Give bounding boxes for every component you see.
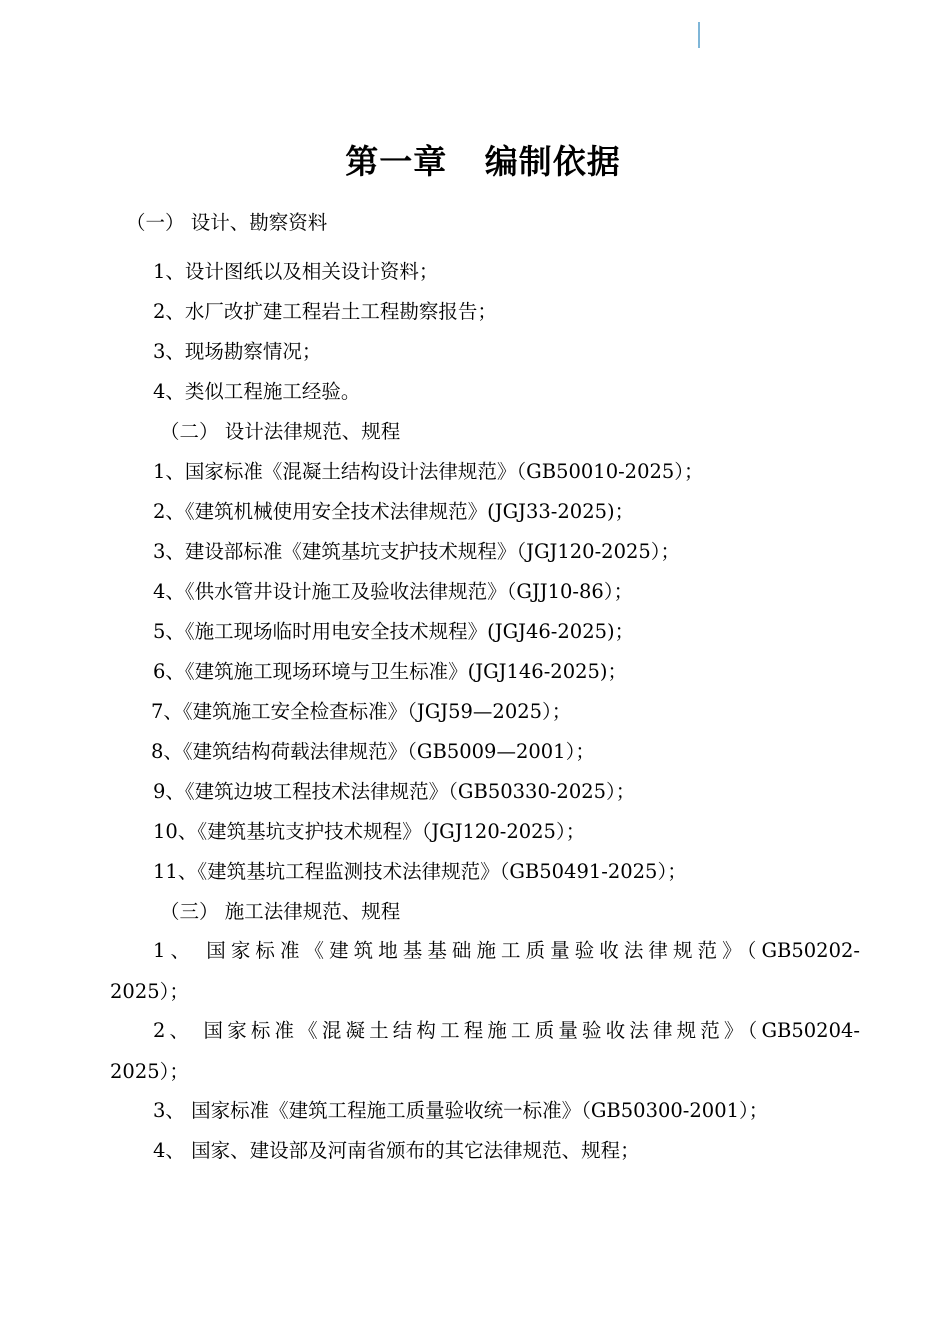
text-cursor-marker xyxy=(698,22,700,48)
list-item: 2、《建筑机械使用安全技术法律规范》(JGJ33-2025)； xyxy=(153,500,635,523)
section-heading-construction-codes: （三） 施工法律规范、规程 xyxy=(160,900,401,923)
list-item: 6、《建筑施工现场环境与卫生标准》(JGJ146-2025)； xyxy=(153,660,628,683)
list-item: 4、类似工程施工经验。 xyxy=(153,380,361,403)
list-item: 9、《建筑边坡工程技术法律规范》（GB50330-2025）； xyxy=(153,780,636,803)
list-item: 3、现场勘察情况； xyxy=(153,340,322,363)
list-item: 1、国家标准《混凝土结构设计法律规范》（GB50010-2025）； xyxy=(153,460,704,483)
list-item: 2、 国家标准《混凝土结构工程施工质量验收法律规范》（GB50204- xyxy=(153,1019,860,1042)
list-item: 8、《建筑结构荷载法律规范》（GB5009—2001）； xyxy=(151,740,595,763)
list-item-continuation: 2025）； xyxy=(110,980,189,1003)
list-item: 1、设计图纸以及相关设计资料； xyxy=(153,260,439,283)
list-item: 3、建设部标准《建筑基坑支护技术规程》（JGJ120-2025）； xyxy=(153,540,681,563)
list-item-continuation: 2025）； xyxy=(110,1060,189,1083)
list-item: 2、水厂改扩建工程岩土工程勘察报告； xyxy=(153,300,497,323)
list-item: 10、《建筑基坑支护技术规程》（JGJ120-2025）； xyxy=(153,820,586,843)
chapter-title: 第一章 编制依据 xyxy=(345,142,621,181)
section-heading-design-survey: （一） 设计、勘察资料 xyxy=(126,211,328,234)
list-item: 4、《供水管井设计施工及验收法律规范》（GJJ10-86）； xyxy=(153,580,634,603)
list-item: 4、 国家、建设部及河南省颁布的其它法律规范、规程； xyxy=(153,1139,640,1162)
list-item: 7、《建筑施工安全检查标准》（JGJ59—2025）； xyxy=(151,700,572,723)
list-item: 11、《建筑基坑工程监测技术法律规范》（GB50491-2025）； xyxy=(153,860,687,883)
section-heading-design-codes: （二） 设计法律规范、规程 xyxy=(160,420,401,443)
list-item: 1、 国家标准《建筑地基基础施工质量验收法律规范》（GB50202- xyxy=(153,939,860,962)
list-item: 3、 国家标准《建筑工程施工质量验收统一标准》（GB50300-2001）； xyxy=(153,1099,769,1122)
list-item: 5、《施工现场临时用电安全技术规程》(JGJ46-2025)； xyxy=(153,620,635,643)
